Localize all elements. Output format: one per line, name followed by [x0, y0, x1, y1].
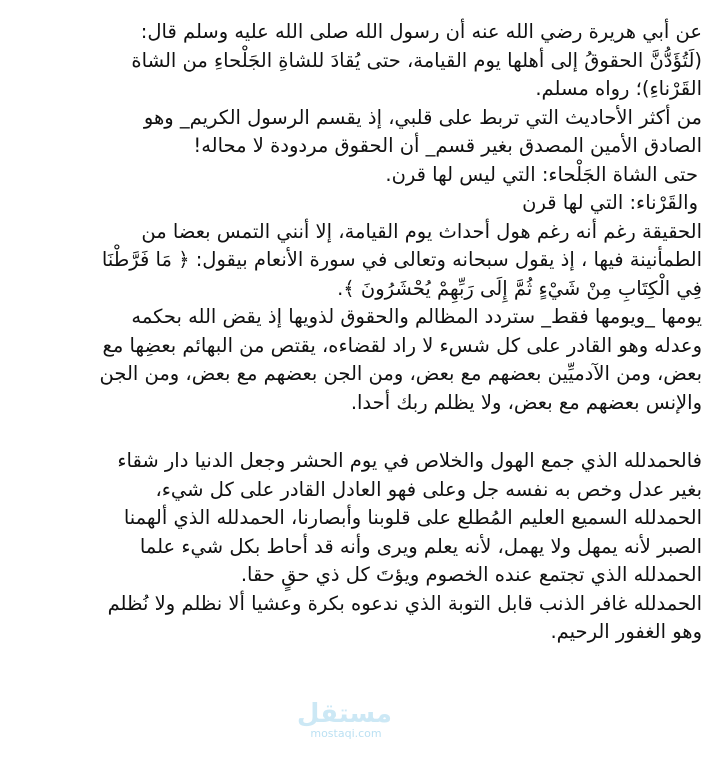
- text-line: القَرْناءِ)؛ رواه مسلم.: [535, 77, 702, 100]
- paragraph-definition-jalhaa: [14, 161, 702, 190]
- text-line: بغير عدل وخص به نفسه جل وعلى فهو العادل القادر على كل شيء،: [155, 477, 702, 501]
- text-line: عن أبي هريرة رضي الله عنه أن رسول الله صلى الله عليه وسلم قال:: [140, 20, 702, 43]
- text-line: الصبر لأنه يمهل ولا يهمل، لأنه يعلم ويرى وأنه قد أحاط بكل شيء علما: [139, 534, 702, 558]
- text-line: الحمدلله الذي تجتمع عنده الخصوم ويؤتَ كل ذي حقٍ حقا.: [240, 563, 702, 586]
- text-line: الحمدلله السميع العليم المُطلع على قلوبنا وأبصارنا، الحمدلله الذي ألهمنا: [123, 506, 702, 529]
- paragraph-definition-qarnaa: [14, 189, 702, 218]
- text-line: يومها _ويومها فقط_ ستردد المظالم والحقوق لذويها إذ يقض الله بحكمه: [131, 305, 702, 328]
- watermark-latin: mostaqi.com: [310, 727, 382, 740]
- mostaql-watermark: [296, 699, 392, 740]
- text-line: بعض، ومن الآدميِّين بعضهم مع بعض، ومن الجن بعضهم مع بعض، ومن الجن: [99, 362, 702, 385]
- paragraph-praise: [14, 447, 702, 647]
- text-line: وعدله وهو القادر على كل شسء لا راد لقضاءه، يقتص من البهائم بعضِها مع: [102, 333, 702, 357]
- text-line: الحمدلله غافر الذنب قابل التوبة الذي ندعوه بكرة وعشيا ألا نظلم ولا نُظلم: [107, 591, 702, 615]
- paragraph-hadith: [14, 18, 702, 104]
- text-line: وهو الغفور الرحيم.: [550, 620, 702, 643]
- document-body: [14, 18, 702, 647]
- text-line: من أكثر الأحاديث التي تربط على قلبي، إذ يقسم الرسول الكريم_ وهو: [143, 105, 702, 129]
- text-line: فالحمدلله الذي جمع الهول والخلاص في يوم الحشر وجعل الدنيا دار شقاء: [117, 449, 702, 472]
- text-line: والقَرْناء: التي لها قرن: [522, 191, 698, 214]
- text-line: (لَتُؤَدُّنَّ الحقوقُ إلى أهلها يوم القيامة، حتى يُقادَ للشاةِ الجَلْحاءِ من الشاة: [131, 48, 702, 72]
- text-line: الحقيقة رغم أنه رغم هول أحداث يوم القيامة، إلا أنني التمس بعضا من: [141, 219, 702, 243]
- text-line: الصادق الأمين المصدق بغير قسم_ أن الحقوق مردودة لا محاله!: [193, 134, 702, 157]
- text-line: حتى الشاة الجَلْحاء: التي ليس لها قرن.: [385, 162, 698, 186]
- paragraph-reflection: [14, 104, 702, 161]
- paragraph-verse: [14, 218, 702, 418]
- paragraph-gap: [14, 417, 702, 447]
- text-line: الطمأنينة فيها ، إذ يقول سبحانه وتعالى في سورة الأنعام بيقول: ﴿ مَا فَرَّطْنَا: [101, 248, 702, 271]
- quran-verse-line: فِي الْكِتَابِ مِنْ شَيْءٍ ثُمَّ إِلَى رَبِّهِمْ يُحْشَرُونَ ﴾.: [337, 276, 702, 300]
- text-line: والإنس بعضهم مع بعض، ولا يظلم ربك أحدا.: [350, 390, 702, 414]
- watermark-arabic: مستقل: [296, 699, 392, 729]
